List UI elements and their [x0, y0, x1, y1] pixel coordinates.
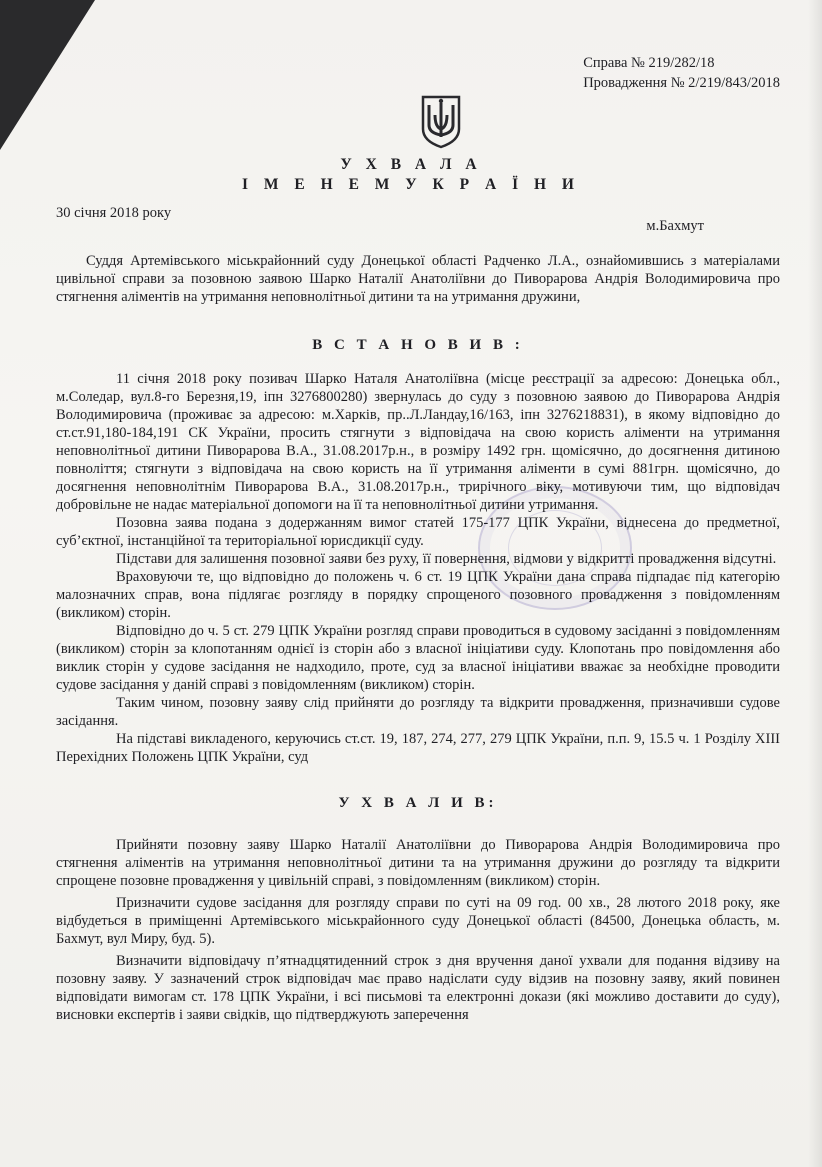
established-paragraph: 11 січня 2018 року позивач Шарко Наталя Анатоліївна (місце реєстрації за адресою: Донецька обл., м.Соледар, вул.8-го Березня,19, іпн 3276800280) звернулась до суду з позовною заявою до Пиворарова Андрія Володимировича (проживає за адресою: м.Харків, пр..Л.Ландау,16/163, іпн 3276218831), в якому відповідно до ст.ст.91,180-184,191 СК України, просить стягнути з відповідача на свою користь аліменти на утримання неповнолітньої дитини Пиворарова В.А., 31.08.2017р.н., в розміру 1492 грн. щомісячно, до досягнення дитиною повноліття; стягнути з відповідача на свою користь на її утримання аліменти в сумі 881грн. щомісячно, до досягнення неповнолітнім Пиворарова В.А., 31.08.2017р.н., трирічного віку, мотивуючи тим, що відповідач добровільне не надає матеріальної допомоги на її та неповнолітньої дитини утримання.: [56, 371, 780, 513]
ruled-paragraph: Призначити судове засідання для розгляду справи по суті на 09 год. 00 хв., 28 лютого 2018 року, яке відбудеться в приміщенні Артемівського міськрайонного суду Донецької області (84500, Донецька область, м. Бахмут, вул Миру, буд. 5).: [56, 895, 780, 947]
trident-coat-of-arms-icon: [420, 93, 462, 149]
intro-paragraph: Суддя Артемівського міськрайонний суду Донецької області Радченко Л.А., ознайомившись з матеріалами цивільної справи за позовною заявою Шарко Наталії Анатоліївни до Пиворарова Андрія Володимировича про стягнення аліментів на утримання неповнолітньої дитини та на утримання дружини,: [56, 253, 780, 305]
title-ruling: У Х В А Л А: [340, 156, 482, 173]
established-heading: В С Т А Н О В И В :: [312, 337, 524, 353]
spacer: [56, 354, 780, 370]
established-paragraph: Підстави для залишення позовної заяви без руху, її повернення, відмови у відкритті провадження відсутні.: [116, 551, 777, 567]
document-title: [0, 155, 822, 195]
established-paragraph: Враховуючи те, що відповідно до положень ч. 6 ст. 19 ЦПК України дана справа підпадає під категорію малозначних справ, вона підлягає розгляду в порядку спрощеного позовного провадження з повідомленням (викликом) сторін.: [56, 569, 780, 621]
established-paragraph: Позовна заява подана з додержанням вимог статей 175-177 ЦПК України, віднесена до предметної, суб’єктної, інстанційної та територіальної юрисдикції суду.: [56, 515, 780, 549]
case-number: Справа № 219/282/18: [583, 55, 715, 71]
document-date: 30 січня 2018 року: [56, 205, 172, 221]
document-body: [56, 252, 780, 1024]
spacer: [56, 766, 780, 794]
case-reference-block: [583, 53, 780, 93]
folded-corner: [0, 0, 95, 150]
established-paragraph: Таким чином, позовну заяву слід прийняти до розгляду та відкрити провадження, призначивши судове засідання.: [56, 695, 780, 729]
spacer: [56, 306, 780, 336]
spacer: [56, 812, 780, 836]
established-paragraph: На підставі викладеного, керуючись ст.ст. 19, 187, 274, 277, 279 ЦПК України, п.п. 9, 15.5 ч. 1 Розділу XIII Перехідних Положень ЦПК України, суд: [56, 731, 780, 765]
title-in-name-of-ukraine: І М Е Н Е М У К Р А Ї Н И: [242, 176, 580, 193]
document-city: м.Бахмут: [646, 218, 704, 234]
ruled-heading: У Х В А Л И В:: [338, 795, 498, 811]
ruled-paragraph: Визначити відповідачу п’ятнадцятиденний строк з дня вручення даної ухвали для подання відзиву на позовну заяву. У зазначений строк відповідач має право надіслати суду відзив на позовну заяву, який повинен відповідати вимогам ст. 178 ЦПК України, і всі письмові та електронні докази (які можливо доставити до суду), висновки експертів і заяви свідків, що підтверджують заперечення: [56, 953, 780, 1023]
established-paragraph: Відповідно до ч. 5 ст. 279 ЦПК України розгляд справи проводиться в судовому засіданні з повідомленням (викликом) сторін за клопотанням однієї із сторін або з власної ініціативи суду. Клопотань про повідомлення або виклик сторін у судове засідання не надходило, проте, суд за власної ініціативи вважає за необхідне проводити судове засідання у даній справі з повідомленням (викликом) сторін.: [56, 623, 780, 693]
ruled-paragraph: Прийняти позовну заяву Шарко Наталії Анатоліївни до Пиворарова Андрія Володимировича про стягнення аліментів на утримання неповнолітньої дитини та на утримання дружини до розгляду та відкрити спрощене позовне провадження у цивільній справі, з повідомленням (викликом) сторін.: [56, 837, 780, 889]
proceeding-number: Провадження № 2/219/843/2018: [583, 75, 780, 91]
